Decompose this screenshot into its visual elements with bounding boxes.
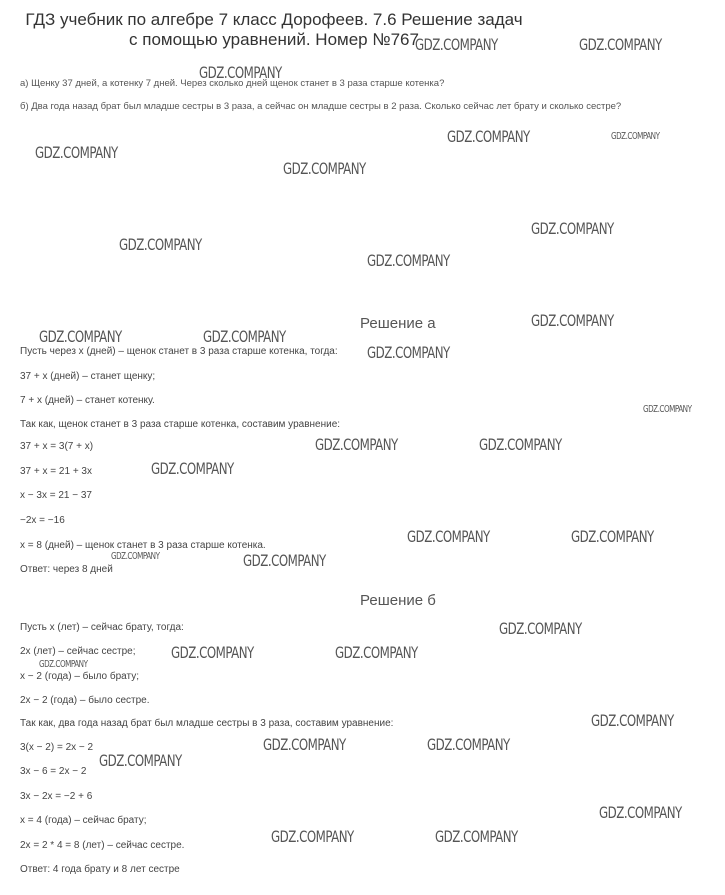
watermark: GDZ.COMPANY xyxy=(283,159,366,178)
watermark: GDZ.COMPANY xyxy=(531,219,614,238)
solution-line: 2x = 2 * 4 = 8 (лет) – сейчас сестре. xyxy=(20,840,185,851)
watermark: GDZ.COMPANY xyxy=(151,459,234,478)
equation-line: 3(x − 2) = 2x − 2 xyxy=(20,742,94,753)
watermark: GDZ.COMPANY xyxy=(571,527,654,546)
watermark: GDZ.COMPANY xyxy=(199,63,282,82)
solution-a-heading: Решение а xyxy=(360,315,436,332)
watermark: GDZ.COMPANY xyxy=(367,251,450,270)
watermark: GDZ.COMPANY xyxy=(367,343,450,362)
watermark: GDZ.COMPANY xyxy=(243,551,326,570)
watermark: GDZ.COMPANY xyxy=(579,35,662,54)
watermark: GDZ.COMPANY xyxy=(171,643,254,662)
watermark: GDZ.COMPANY xyxy=(315,435,398,454)
solution-line: Пусть через x (дней) – щенок станет в 3 раза старше котенка, тогда: xyxy=(20,346,338,357)
question-b: б) Два года назад брат был младше сестры в 3 раза, а сейчас он младше сестры в 2 раза. Сколько сейчас лет брату и сколько сестре? xyxy=(20,101,622,112)
watermark: GDZ.COMPANY xyxy=(447,127,530,146)
equation-line: 3x − 6 = 2x − 2 xyxy=(20,766,87,777)
answer-b: Ответ: 4 года брату и 8 лет сестре xyxy=(20,864,180,875)
solution-line: Так как, щенок станет в 3 раза старше котенка, составим уравнение: xyxy=(20,419,341,430)
solution-line: 2x − 2 (года) – было сестре. xyxy=(20,695,150,706)
answer-a: Ответ: через 8 дней xyxy=(20,564,113,575)
watermark: GDZ.COMPANY xyxy=(531,311,614,330)
solution-line: Пусть x (лет) – сейчас брату, тогда: xyxy=(20,622,184,633)
watermark: GDZ.COMPANY xyxy=(415,35,498,54)
solution-line: x = 8 (дней) – щенок станет в 3 раза старше котенка. xyxy=(20,540,266,551)
equation-line: 37 + x = 3(7 + x) xyxy=(20,441,94,452)
watermark: GDZ.COMPANY xyxy=(479,435,562,454)
watermark: GDZ.COMPANY xyxy=(39,659,88,670)
watermark: GDZ.COMPANY xyxy=(591,711,674,730)
equation-line: −2x = −16 xyxy=(20,515,65,526)
watermark: GDZ.COMPANY xyxy=(99,751,182,770)
watermark: GDZ.COMPANY xyxy=(435,827,518,846)
question-a: а) Щенку 37 дней, а котенку 7 дней. Через сколько дней щенок станет в 3 раза старше котенка? xyxy=(20,78,445,89)
watermark: GDZ.COMPANY xyxy=(611,131,660,142)
solution-line: 7 + x (дней) – станет котенку. xyxy=(20,395,155,406)
watermark: GDZ.COMPANY xyxy=(203,327,286,346)
solution-line: x − 2 (года) – было брату; xyxy=(20,671,139,682)
solution-line: 2x (лет) – сейчас сестре; xyxy=(20,646,136,657)
equation-line: x − 3x = 21 − 37 xyxy=(20,490,92,501)
watermark: GDZ.COMPANY xyxy=(427,735,510,754)
solution-line: Так как, два года назад брат был младше сестры в 3 раза, составим уравнение: xyxy=(20,718,394,729)
watermark: GDZ.COMPANY xyxy=(643,404,692,415)
watermark: GDZ.COMPANY xyxy=(35,143,118,162)
equation-line: 3x − 2x = −2 + 6 xyxy=(20,791,93,802)
page-title-line-2: с помощью уравнений. Номер №767 xyxy=(129,30,419,49)
watermark: GDZ.COMPANY xyxy=(499,619,582,638)
solution-line: x = 4 (года) – сейчас брату; xyxy=(20,815,147,826)
page-title-line-1: ГДЗ учебник по алгебре 7 класс Дорофеев. 7.6 Решение задач xyxy=(25,10,523,29)
watermark: GDZ.COMPANY xyxy=(271,827,354,846)
watermark: GDZ.COMPANY xyxy=(335,643,418,662)
watermark: GDZ.COMPANY xyxy=(263,735,346,754)
watermark: GDZ.COMPANY xyxy=(599,803,682,822)
watermark: GDZ.COMPANY xyxy=(111,551,160,562)
watermark: GDZ.COMPANY xyxy=(407,527,490,546)
solution-b-heading: Решение б xyxy=(360,592,436,609)
equation-line: 37 + x = 21 + 3x xyxy=(20,466,92,477)
solution-line: 37 + x (дней) – станет щенку; xyxy=(20,371,156,382)
watermark: GDZ.COMPANY xyxy=(119,235,202,254)
watermark: GDZ.COMPANY xyxy=(39,327,122,346)
